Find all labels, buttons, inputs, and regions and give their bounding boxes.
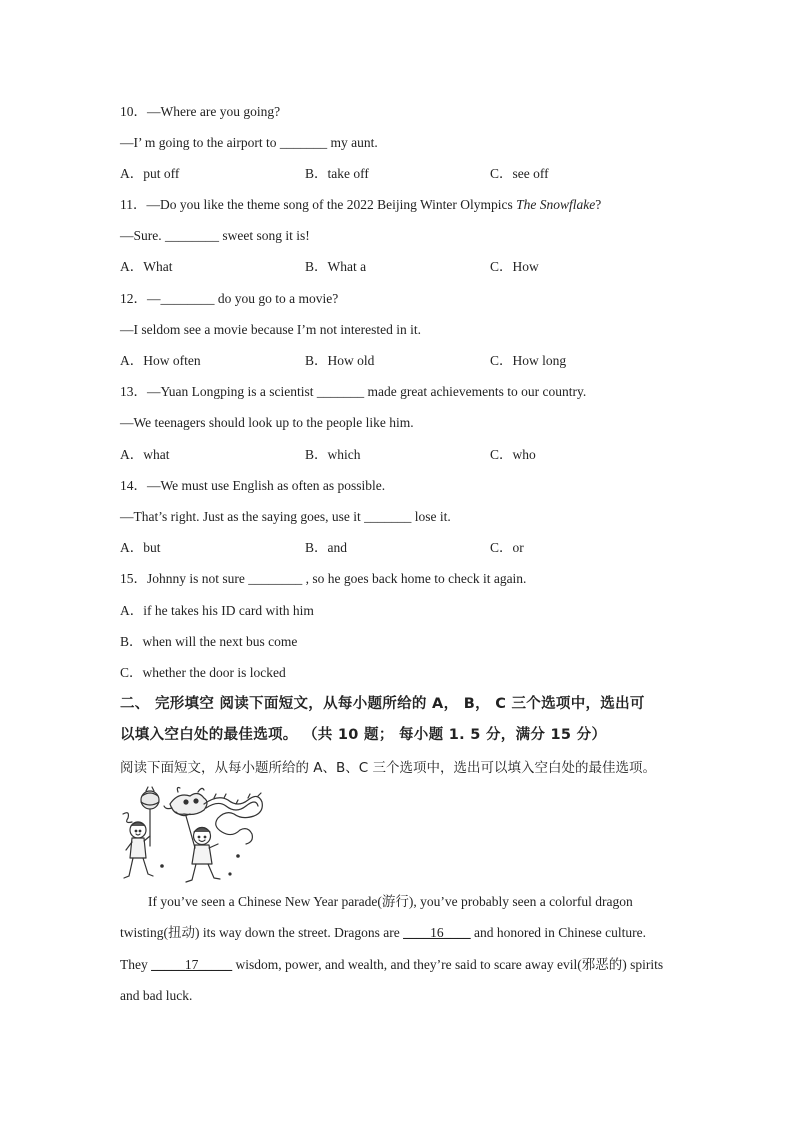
question-15-prompt: 15．Johnny is not sure ________ , so he goes back home to check it again. xyxy=(120,571,527,586)
section-2-instruction: 阅读下面短文，从每小题所给的 A、B、C 三个选项中，选出可以填入空白处的最佳选项。 xyxy=(120,760,657,776)
question-15-option-a: A．if he takes his ID card with him xyxy=(120,603,314,618)
question-13-prompt: 13．—Yuan Longping is a scientist _______ made great achievements to our country. xyxy=(120,384,587,399)
passage-line-1: If you’ve seen a Chinese New Year parade(游行), you’ve probably seen a colorful dragon xyxy=(148,894,633,909)
question-11-option-c: C．How xyxy=(490,259,539,274)
song-title: The Snowflake xyxy=(516,197,596,212)
question-12-option-a: A．How often xyxy=(120,353,201,368)
passage-line-3-end: wisdom, power, and wealth, and they’re said to scare away evil(邪恶的) spirits xyxy=(232,957,664,972)
question-11-option-a: A．What xyxy=(120,259,173,274)
passage-line-4: and bad luck. xyxy=(120,988,193,1003)
question-11-prompt-end: ? xyxy=(595,197,602,212)
question-10-option-c: C．see off xyxy=(490,166,549,181)
passage-line-2 xyxy=(120,924,646,942)
passage-line-2-text: twisting(扭动) its way down the street. Dragons are xyxy=(120,925,404,940)
question-13-option-a: A．what xyxy=(120,447,170,462)
question-14-option-c: C．or xyxy=(490,540,524,555)
question-15-option-b: B．when will the next bus come xyxy=(120,634,298,649)
question-10-prompt: 10．—Where are you going? xyxy=(120,104,281,119)
question-14-response: —That’s right. Just as the saying goes, use it _______ lose it. xyxy=(120,509,451,524)
passage-line-3 xyxy=(120,956,663,974)
question-15-option-c: C．whether the door is locked xyxy=(120,665,286,680)
question-12-response: —I seldom see a movie because I’m not interested in it. xyxy=(120,322,422,337)
question-11-prompt-text: 11．—Do you like the theme song of the 2022 Beijing Winter Olympics xyxy=(120,197,517,212)
section-2-heading: 二、 完形填空 阅读下面短文，从每小题所给的 A， B， C 三个选项中，选出可 xyxy=(120,696,645,712)
question-10-response: —I’ m going to the airport to _______ my aunt. xyxy=(120,135,378,150)
question-14-option-a: A．but xyxy=(120,540,161,555)
question-12-prompt: 12．—________ do you go to a movie? xyxy=(120,291,339,306)
question-11-option-b: B．What a xyxy=(305,259,367,274)
section-2-heading-cont: 以填入空白处的最佳选项。 （共 10 题； 每小题 1. 5 分，满分 15 分） xyxy=(120,727,607,743)
question-13-option-c: C．who xyxy=(490,447,536,462)
blank-16: ____16____ xyxy=(403,925,471,940)
question-13-option-b: B．which xyxy=(305,447,361,462)
question-13-response: —We teenagers should look up to the people like him. xyxy=(120,415,414,430)
passage-line-3-text: They xyxy=(120,957,152,972)
question-14-option-b: B．and xyxy=(305,540,347,555)
passage-line-2-end: and honored in Chinese culture. xyxy=(470,925,647,940)
question-12-option-b: B．How old xyxy=(305,353,375,368)
question-14-prompt: 14．—We must use English as often as possible. xyxy=(120,478,386,493)
dragon-dance-illustration-icon xyxy=(118,786,266,886)
question-12-option-c: C．How long xyxy=(490,353,567,368)
question-10-option-b: B．take off xyxy=(305,166,369,181)
question-10-option-a: A．put off xyxy=(120,166,180,181)
blank-17: _____17_____ xyxy=(151,957,233,972)
question-11-response: —Sure. ________ sweet song it is! xyxy=(120,228,310,243)
question-11-prompt xyxy=(120,196,601,214)
